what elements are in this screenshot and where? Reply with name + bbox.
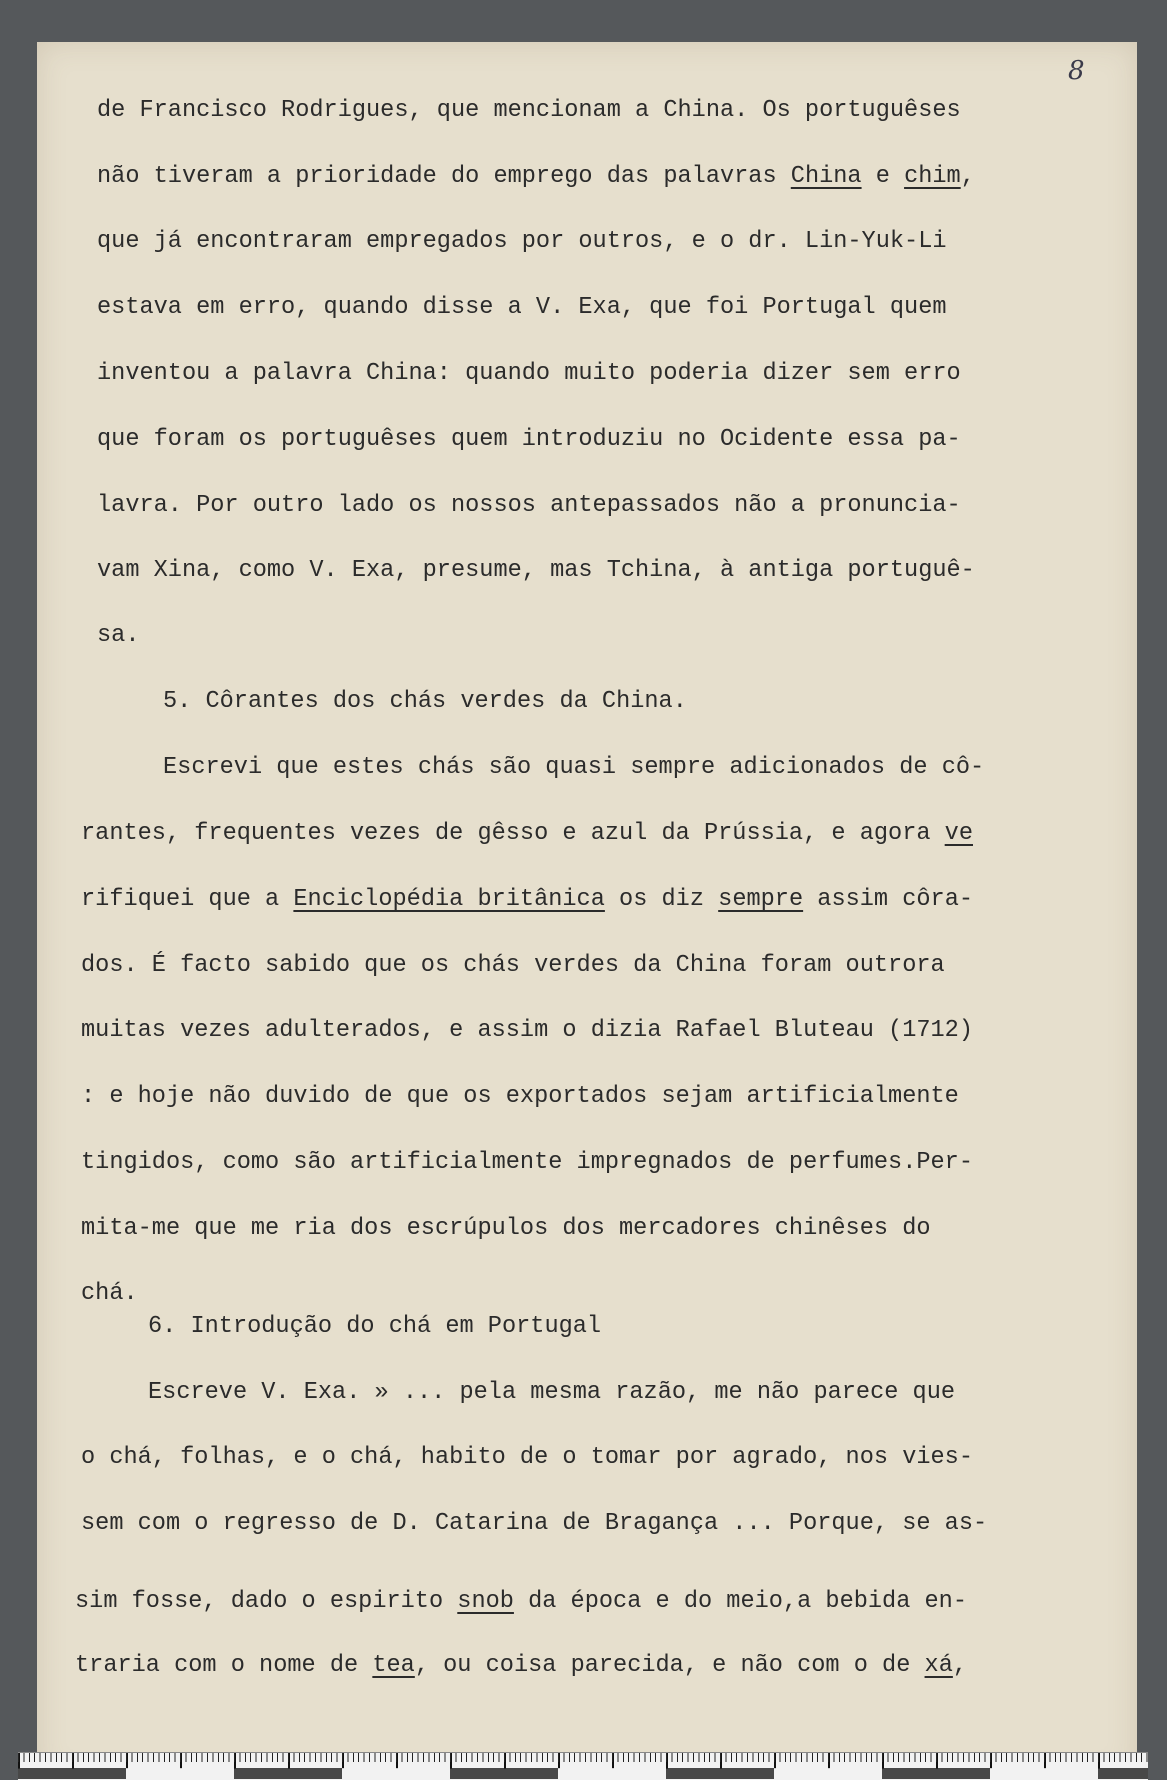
text-line (148, 1379, 955, 1406)
text-line (81, 1444, 973, 1471)
text-line (81, 1280, 138, 1307)
text-segment: mita-me que me ria dos escrúpulos dos mercadores chinêses do (81, 1215, 931, 1242)
text-segment: traria com o nome de (75, 1652, 373, 1679)
text-line (75, 1652, 967, 1679)
text-line (81, 1017, 973, 1044)
text-segment: não tiveram a prioridade do emprego das palavras (97, 163, 791, 190)
text-segment: estava em erro, quando disse a V. Exa, que foi Portugal quem (97, 294, 947, 321)
scale-ruler-band (18, 1768, 1148, 1779)
text-segment: 5. Côrantes dos chás verdes da China. (163, 688, 687, 715)
text-segment: da época e do meio,a bebida en- (513, 1588, 967, 1615)
text-segment: que foram os portuguêses quem introduziu no Ocidente essa pa- (97, 426, 961, 453)
text-line (97, 228, 947, 255)
underlined-word: Enciclopédia britânica (293, 886, 605, 913)
text-line (81, 1149, 973, 1176)
text-segment: e (861, 163, 905, 190)
text-line (81, 1215, 931, 1242)
text-segment: Escrevi que estes chás são quasi sempre adicionados de cô- (163, 754, 985, 781)
text-line (81, 820, 973, 847)
text-segment: vam Xina, como V. Exa, presume, mas Tchina, à antiga portuguê- (97, 557, 975, 584)
text-line (148, 1313, 601, 1340)
text-segment: Escreve V. Exa. » ... pela mesma razão, me não parece que (148, 1379, 956, 1406)
text-line (97, 622, 139, 649)
text-segment: rifiquei que a (81, 886, 294, 913)
text-segment: sim fosse, dado o espirito (75, 1588, 458, 1615)
text-line (75, 1588, 967, 1615)
text-line (97, 492, 961, 519)
text-segment: , (952, 1652, 968, 1679)
text-line (81, 1083, 959, 1110)
text-segment: os diz (604, 886, 719, 913)
text-segment: tingidos, como são artificialmente impregnados de perfumes.Per- (81, 1149, 973, 1176)
text-segment: sa. (97, 622, 140, 649)
text-segment: muitas vezes adulterados, e assim o dizia Rafael Bluteau (1712) (81, 1017, 973, 1044)
text-segment: lavra. Por outro lado os nossos antepassados não a pronuncia- (97, 492, 961, 519)
page-number: 8 (1068, 56, 1085, 86)
text-segment: inventou a palavra China: quando muito poderia dizer sem erro (97, 360, 961, 387)
underlined-word: xá (924, 1652, 953, 1679)
text-line (163, 688, 687, 715)
text-segment: que já encontraram empregados por outros, e o dr. Lin-Yuk-Li (97, 228, 947, 255)
text-line (97, 97, 961, 124)
text-line (97, 294, 947, 321)
text-segment: chá. (81, 1280, 138, 1307)
text-line (81, 1510, 987, 1537)
underlined-word: snob (457, 1588, 514, 1615)
text-segment: rantes, frequentes vezes de gêsso e azul da Prússia, e agora (81, 820, 945, 847)
text-line (97, 360, 961, 387)
text-line (81, 886, 973, 913)
underlined-word: sempre (718, 886, 804, 913)
underlined-word: tea (372, 1652, 415, 1679)
text-segment: o chá, folhas, e o chá, habito de o tomar por agrado, nos vies- (81, 1444, 973, 1471)
text-segment: : e hoje não duvido de que os exportados sejam artificialmente (81, 1083, 959, 1110)
underlined-word: ve (944, 820, 973, 847)
text-segment: assim côra- (803, 886, 974, 913)
text-line (97, 163, 975, 190)
text-segment: , ou coisa parecida, e não com o de (414, 1652, 925, 1679)
text-line (97, 426, 961, 453)
underlined-word: chim (904, 163, 961, 190)
text-segment: sem com o regresso de D. Catarina de Bragança ... Porque, se as- (81, 1510, 988, 1537)
text-line (163, 754, 984, 781)
underlined-word: China (790, 163, 862, 190)
text-segment: , (960, 163, 975, 190)
text-line (97, 557, 975, 584)
text-segment: dos. É facto sabido que os chás verdes da China foram outrora (81, 952, 945, 979)
text-segment: 6. Introdução do chá em Portugal (148, 1313, 602, 1340)
text-segment: de Francisco Rodrigues, que mencionam a China. Os portuguêses (97, 97, 961, 124)
text-line (81, 952, 945, 979)
